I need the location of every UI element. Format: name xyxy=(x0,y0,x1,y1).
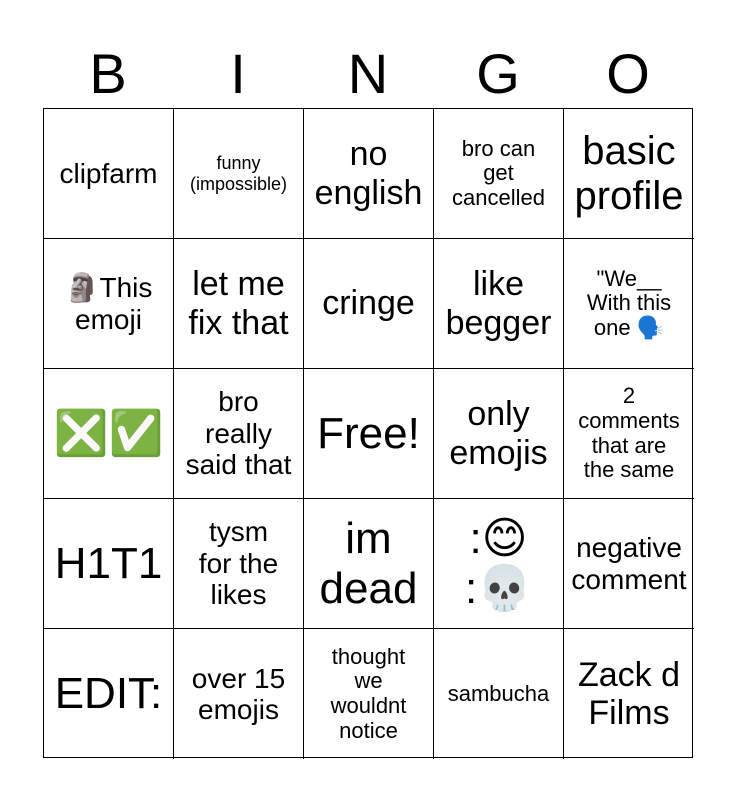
bingo-cell-r5c2[interactable] xyxy=(174,629,304,759)
bingo-header xyxy=(43,40,693,108)
bingo-cell-text: 2 comments that are the same xyxy=(578,383,680,483)
bingo-cell-text: 🗿This emoji xyxy=(64,272,153,335)
header-letter-o: O xyxy=(606,42,650,105)
header-letter-g: G xyxy=(476,42,520,105)
bingo-cell-text: over 15 emojis xyxy=(191,662,286,725)
bingo-cell-text: negative comment xyxy=(571,532,687,595)
bingo-cell-text: "We__ With this one 🗣️ xyxy=(586,265,672,340)
bingo-cell-text: basic profile xyxy=(574,128,684,218)
bingo-cell-r5c1[interactable] xyxy=(44,629,174,759)
bingo-cell-r1c3[interactable] xyxy=(304,109,434,239)
bingo-cell-r5c3[interactable] xyxy=(304,629,434,759)
bingo-cell-text: tysm for the likes xyxy=(198,516,279,611)
bingo-cell-text: funny (impossible) xyxy=(189,153,288,194)
bingo-cell-r3c1[interactable] xyxy=(44,369,174,499)
bingo-cell-r3c3[interactable] xyxy=(304,369,434,499)
bingo-cell-r4c2[interactable] xyxy=(174,499,304,629)
bingo-cell-text: cringe xyxy=(322,284,415,323)
bingo-cell-r2c5[interactable] xyxy=(564,239,694,369)
bingo-cell-r2c2[interactable] xyxy=(174,239,304,369)
bingo-cell-text: :😊 :💀 xyxy=(464,514,532,613)
header-letter-i: I xyxy=(230,42,246,105)
bingo-cell-r3c5[interactable] xyxy=(564,369,694,499)
bingo-cell-text: bro really said that xyxy=(185,386,292,481)
header-letter-b: B xyxy=(89,42,127,105)
bingo-cell-text: Zack d Films xyxy=(577,655,681,732)
bingo-cell-text: im dead xyxy=(319,514,418,613)
bingo-cell-r2c1[interactable] xyxy=(44,239,174,369)
bingo-cell-r4c1[interactable] xyxy=(44,499,174,629)
bingo-cell-r3c4[interactable] xyxy=(434,369,564,499)
bingo-cell-text: ❎✅ xyxy=(53,408,164,458)
bingo-cell-r2c3[interactable] xyxy=(304,239,434,369)
bingo-cell-r4c3[interactable] xyxy=(304,499,434,629)
header-letter-n: N xyxy=(347,42,389,105)
bingo-cell-r2c4[interactable] xyxy=(434,239,564,369)
bingo-cell-text: Free! xyxy=(317,408,420,458)
bingo-cell-text: H1T1 xyxy=(54,538,163,588)
bingo-cell-r1c1[interactable] xyxy=(44,109,174,239)
bingo-cell-r4c4[interactable] xyxy=(434,499,564,629)
bingo-cell-text: like begger xyxy=(445,265,552,342)
bingo-cell-r1c4[interactable] xyxy=(434,109,564,239)
bingo-cell-text: EDIT: xyxy=(54,669,163,719)
bingo-cell-text: clipfarm xyxy=(59,157,158,189)
bingo-cell-text: only emojis xyxy=(449,395,548,472)
bingo-board xyxy=(43,108,693,758)
bingo-cell-text: let me fix that xyxy=(188,265,289,342)
bingo-cell-text: sambucha xyxy=(447,680,550,706)
bingo-cell-text: thought we wouldnt notice xyxy=(330,643,407,743)
bingo-cell-r1c2[interactable] xyxy=(174,109,304,239)
bingo-cell-r3c2[interactable] xyxy=(174,369,304,499)
bingo-cell-r1c5[interactable] xyxy=(564,109,694,239)
bingo-cell-r5c4[interactable] xyxy=(434,629,564,759)
bingo-cell-text: no english xyxy=(314,135,423,212)
bingo-cell-text: bro can get cancelled xyxy=(452,135,545,210)
bingo-cell-r4c5[interactable] xyxy=(564,499,694,629)
bingo-cell-r5c5[interactable] xyxy=(564,629,694,759)
